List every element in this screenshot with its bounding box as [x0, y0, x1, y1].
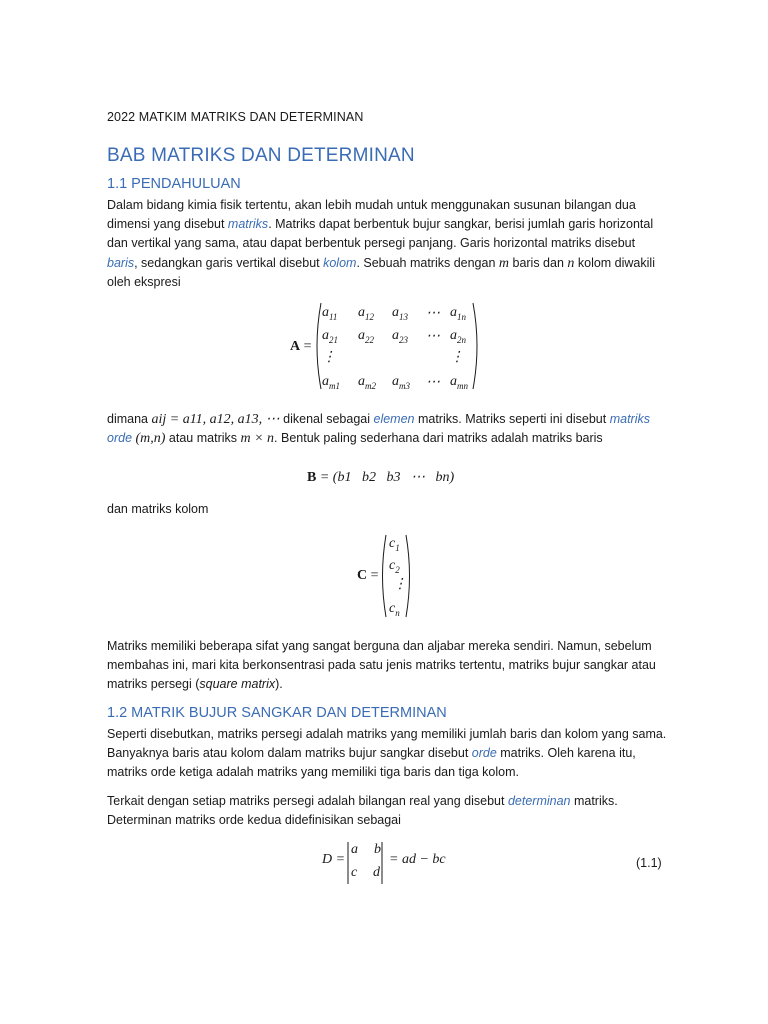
equation-rhs: = ad − bc [389, 852, 446, 867]
matrix-a-entry: $a_{21}$ [322, 328, 338, 345]
matrix-c-lhs: C = [357, 568, 379, 583]
term-elemen: elemen [373, 412, 415, 426]
paragraph-elements: dimana aij = a11, a12, a13, ⋯ dikenal sebagai elemen matriks. Matriks seperti ini disebut matriks orde (m,n) atau matriks m × n. Bentuk paling sederhana dari matriks adalah matriks baris [107, 412, 650, 447]
math-m-times-n: m × n [240, 431, 275, 447]
section-heading-bujur-sangkar: 1.2 MATRIK BUJUR SANGKAR DAN DETERMINAN [107, 705, 447, 721]
matrix-a-entry: $a_{mn}$ [450, 374, 468, 391]
math-aij-expression: aij = a11, a12, a13, ⋯ [151, 412, 280, 427]
matrix-a-entry: $a_{m2}$ [358, 374, 376, 391]
matrix-a-entry: ⋮ [322, 350, 336, 365]
matrix-c-entry: ⋮ [393, 577, 407, 592]
matrix-a-entry: $a_{23}$ [392, 328, 408, 345]
determinant-cell-b: b [374, 842, 381, 857]
matrix-a-entry: $a_{12}$ [358, 305, 374, 322]
matrix-a-entry: $a_{1n}$ [450, 305, 466, 322]
equation-number: (1.1) [636, 856, 662, 870]
math-n: n [567, 255, 575, 271]
paragraph-determinant: Terkait dengan setiap matriks persegi adalah bilangan real yang disebut determinan matriks. Determinan matriks orde kedua didefinisikan sebagai [107, 794, 618, 828]
math-m: m [498, 255, 510, 271]
matrix-a-entry: $a_{11}$ [322, 305, 338, 322]
math-mn: (m,n) [135, 431, 166, 447]
paragraph-intro: Dalam bidang kimia fisik tertentu, akan lebih mudah untuk menggunakan susunan bilangan dua dimensi yang disebut matriks. Matriks dapat berbentuk bujur sangkar, berisi jumlah garis horizontal dan vertikal yang sama, atau dapat berbentuk persegi panjang. Garis horizontal matriks disebut baris, sedangkan garis vertikal disebut kolom. Sebuah matriks dengan m baris dan n kolom diwakili oleh ekspresi [107, 198, 655, 289]
term-baris: baris [107, 255, 135, 270]
matrix-c-entry: $c_1$ [389, 536, 400, 553]
matrix-a-entry: ⋯ [426, 375, 440, 390]
paragraph-column-matrix: dan matriks kolom [107, 502, 209, 516]
matrix-a-lhs: A = [290, 339, 312, 354]
determinant-cell-a: a [351, 842, 358, 857]
matrix-a-entry: $a_{2n}$ [450, 328, 466, 345]
matrix-a-entry: $a_{m1}$ [322, 374, 340, 391]
matrix-a-entry: $a_{22}$ [358, 328, 374, 345]
matrix-c-entry: $c_n$ [389, 601, 400, 618]
term-determinan: determinan [507, 794, 571, 808]
matrix-a-entry: $a_{13}$ [392, 305, 408, 322]
chapter-title: BAB MATRIKS DAN DETERMINAN [107, 145, 415, 166]
matrix-a-entry: $a_{m3}$ [392, 374, 410, 391]
term-kolom: kolom [323, 255, 357, 270]
paragraph-properties: Matriks memiliki beberapa sifat yang sangat berguna dan aljabar mereka sendiri. Namun, sebelum membahas ini, mari kita berkonsentrasi pada satu jenis matriks tertentu, matriks bujur sangkar atau matriks persegi (square matrix). [107, 639, 656, 692]
matrix-a-entry: ⋯ [426, 329, 440, 344]
matrix-a-entry: ⋯ [426, 306, 440, 321]
term-matriks: matriks [227, 217, 269, 232]
paragraph-square-matrix: Seperti disebutkan, matriks persegi adalah matriks yang memiliki jumlah baris dan kolom yang sama. Banyaknya baris atau kolom dalam matriks bujur sangkar disebut orde matriks. Oleh karena itu, matriks orde ketiga adalah matriks yang memiliki tiga baris dan tiga kolom. [107, 727, 667, 780]
document-header: 2022 MATKIM MATRIKS DAN DETERMINAN [107, 110, 364, 124]
term-matriks-orde: matriks orde [107, 412, 650, 446]
matrix-a-entry: ⋮ [450, 350, 464, 365]
determinant-cell-c: c [351, 865, 358, 880]
matrix-c-entry: $c_2$ [389, 558, 400, 575]
term-square-matrix: square matrix [199, 677, 276, 692]
equation-lhs: D = [322, 852, 346, 867]
determinant-cell-d: d [373, 865, 380, 880]
section-heading-pendahuluan: 1.1 PENDAHULUAN [107, 176, 241, 192]
matrix-b: B = (b1 b2 b3 ⋯ bn) [307, 470, 455, 485]
term-orde: orde [471, 746, 497, 761]
